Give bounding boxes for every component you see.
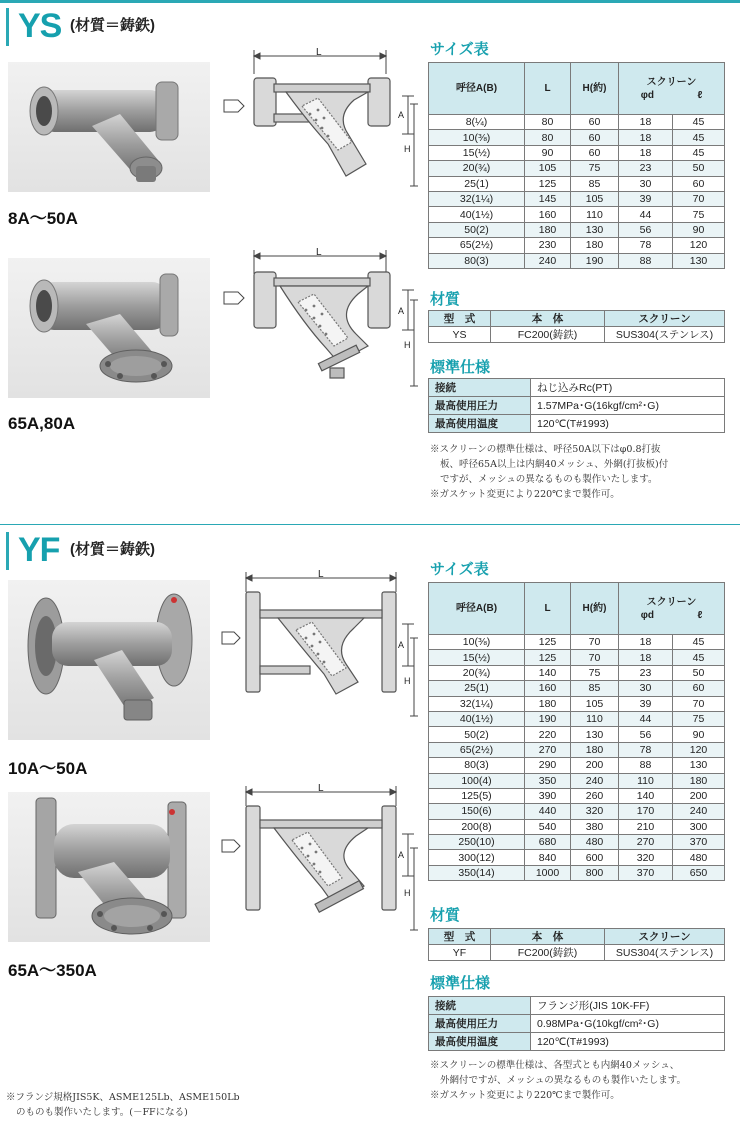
size-table-row [429, 835, 725, 850]
dimension-label-l: L [318, 569, 324, 580]
note-line: ですが、メッシュの異なるものも製作いたします。 [440, 474, 658, 485]
col-header-phi-d: φd [640, 609, 654, 621]
col-header-l: L [525, 63, 571, 115]
cell-nominal-size: 20(¾) [429, 161, 525, 176]
yf-material-label: (材質＝鋳鉄) [70, 541, 155, 558]
cell-phi-d: 18 [619, 145, 673, 160]
spec-label-max-pressure: 最高使用圧力 [429, 1015, 531, 1033]
cell-phi-d: 44 [619, 711, 673, 726]
yf-size-table-title: サイズ表 [430, 561, 489, 578]
cell-nominal-size: 80(3) [429, 758, 525, 773]
cell-nominal-size: 32(1¼) [429, 191, 525, 206]
cell-l: 160 [525, 681, 571, 696]
footnote-line: ※フランジ規格JIS5K、ASME125Lb、ASME150Lb [6, 1092, 240, 1103]
cell-h: 85 [571, 681, 619, 696]
size-table-row [429, 665, 725, 680]
cell-phi-d: 140 [619, 788, 673, 803]
cell-nominal-size: 20(¾) [429, 665, 525, 680]
spec-label-max-temp: 最高使用温度 [429, 1033, 531, 1051]
material-col-type: 型 式 [429, 311, 491, 327]
cell-l: 80 [525, 115, 571, 130]
cell-l: 125 [525, 650, 571, 665]
spec-value-connection: フランジ形(JIS 10K-FF) [531, 997, 725, 1015]
cell-nominal-size: 200(8) [429, 819, 525, 834]
size-table-row [429, 758, 725, 773]
yf-drawing-large [218, 780, 420, 946]
yf-photo-large-caption: 65A～350A [8, 961, 97, 980]
material-col-screen: スクリーン [605, 311, 725, 327]
cell-l: 390 [525, 788, 571, 803]
cell-l: 240 [525, 253, 571, 268]
cell-l: 125 [525, 176, 571, 191]
cell-ell: 45 [673, 635, 725, 650]
material-screen-value: SUS304(ステンレス) [605, 945, 725, 961]
cell-ell: 45 [673, 115, 725, 130]
material-body-value: FC200(鋳鉄) [491, 945, 605, 961]
cell-phi-d: 78 [619, 238, 673, 253]
cell-h: 130 [571, 222, 619, 237]
cell-ell: 90 [673, 222, 725, 237]
cell-l: 840 [525, 850, 571, 865]
dimension-label-a: A [398, 850, 405, 860]
size-table-row [429, 773, 725, 788]
cell-phi-d: 18 [619, 115, 673, 130]
cell-nominal-size: 125(5) [429, 788, 525, 803]
cell-h: 200 [571, 758, 619, 773]
heading-accent-bar [6, 532, 9, 570]
cell-l: 230 [525, 238, 571, 253]
size-table-row [429, 191, 725, 206]
ys-notes [430, 442, 730, 502]
cell-ell: 120 [673, 238, 725, 253]
size-table-row [429, 711, 725, 726]
cell-h: 85 [571, 176, 619, 191]
cell-h: 600 [571, 850, 619, 865]
cell-phi-d: 30 [619, 176, 673, 191]
col-header-ell: ℓ [697, 609, 703, 621]
cell-phi-d: 23 [619, 161, 673, 176]
cell-nominal-size: 15(½) [429, 145, 525, 160]
size-table-row [429, 650, 725, 665]
yf-spec-title: 標準仕様 [430, 975, 491, 992]
spec-value-max-temp: 120℃(T#1993) [531, 415, 725, 433]
cell-nominal-size: 65(2½) [429, 238, 525, 253]
ys-photo-small [8, 62, 210, 192]
cell-ell: 60 [673, 176, 725, 191]
screen-header-label: スクリーン [646, 76, 697, 88]
note-line: ※ガスケット変更により220℃まで製作可。 [430, 1090, 620, 1101]
col-header-l: L [525, 583, 571, 635]
cell-ell: 75 [673, 711, 725, 726]
material-type-value: YF [429, 945, 491, 961]
cell-ell: 180 [673, 773, 725, 788]
size-table-row [429, 115, 725, 130]
cell-nominal-size: 40(1½) [429, 207, 525, 222]
cell-nominal-size: 50(2) [429, 222, 525, 237]
screen-header-label: スクリーン [646, 596, 697, 608]
spec-label-max-temp: 最高使用温度 [429, 415, 531, 433]
size-table-row [429, 788, 725, 803]
material-screen-value: SUS304(ステンレス) [605, 327, 725, 343]
cell-h: 75 [571, 665, 619, 680]
ys-size-table [428, 62, 725, 269]
cell-ell: 480 [673, 850, 725, 865]
cell-l: 540 [525, 819, 571, 834]
dimension-label-a: A [398, 640, 405, 650]
cell-nominal-size: 65(2½) [429, 742, 525, 757]
cell-h: 190 [571, 253, 619, 268]
note-line: ※ガスケット変更により220℃まで製作可。 [430, 489, 620, 500]
cell-phi-d: 18 [619, 130, 673, 145]
size-table-row [429, 696, 725, 711]
spec-label-connection: 接続 [429, 379, 531, 397]
section-divider [0, 524, 740, 525]
material-col-screen: スクリーン [605, 929, 725, 945]
cell-h: 320 [571, 804, 619, 819]
col-header-nominal-size: 呼径A(B) [429, 583, 525, 635]
cell-h: 70 [571, 650, 619, 665]
cell-nominal-size: 80(3) [429, 253, 525, 268]
spec-value-max-pressure: 1.57MPa･G(16kgf/cm²･G) [531, 397, 725, 415]
size-table-row [429, 635, 725, 650]
material-body-value: FC200(鋳鉄) [491, 327, 605, 343]
cell-nominal-size: 25(1) [429, 176, 525, 191]
cell-nominal-size: 15(½) [429, 650, 525, 665]
yf-photo-large [8, 792, 210, 942]
yf-material-title: 材質 [430, 907, 461, 924]
col-header-screen [619, 63, 725, 115]
yf-drawing-small [218, 566, 420, 732]
col-header-phi-d: φd [640, 89, 654, 101]
cell-ell: 130 [673, 253, 725, 268]
material-type-value: YS [429, 327, 491, 343]
ys-material-label: (材質＝鋳鉄) [70, 17, 155, 34]
size-table-row [429, 207, 725, 222]
ys-drawing-large [218, 244, 420, 398]
dimension-label-h: H [404, 340, 411, 350]
cell-l: 190 [525, 711, 571, 726]
spec-label-max-pressure: 最高使用圧力 [429, 397, 531, 415]
cell-ell: 300 [673, 819, 725, 834]
material-col-type: 型 式 [429, 929, 491, 945]
cell-nominal-size: 8(¼) [429, 115, 525, 130]
ys-material-title: 材質 [430, 291, 461, 308]
cell-phi-d: 270 [619, 835, 673, 850]
cell-nominal-size: 25(1) [429, 681, 525, 696]
cell-ell: 70 [673, 696, 725, 711]
cell-l: 440 [525, 804, 571, 819]
cell-ell: 50 [673, 161, 725, 176]
cell-l: 220 [525, 727, 571, 742]
cell-h: 180 [571, 238, 619, 253]
note-line: 板、呼径65A以上は内網40メッシュ、外網(打抜板)付 [440, 459, 669, 470]
size-table-row [429, 238, 725, 253]
ys-photo-large-caption: 65A,80A [8, 414, 76, 433]
size-table-row [429, 253, 725, 268]
cell-ell: 45 [673, 130, 725, 145]
size-table-row [429, 804, 725, 819]
cell-nominal-size: 50(2) [429, 727, 525, 742]
cell-ell: 130 [673, 758, 725, 773]
col-header-screen [619, 583, 725, 635]
cell-nominal-size: 350(14) [429, 865, 525, 880]
cell-phi-d: 170 [619, 804, 673, 819]
cell-nominal-size: 150(6) [429, 804, 525, 819]
cell-l: 180 [525, 696, 571, 711]
cell-phi-d: 18 [619, 650, 673, 665]
yf-size-table [428, 582, 725, 881]
cell-nominal-size: 250(10) [429, 835, 525, 850]
cell-h: 110 [571, 711, 619, 726]
cell-ell: 70 [673, 191, 725, 206]
cell-phi-d: 78 [619, 742, 673, 757]
yf-flange-footnote [6, 1090, 306, 1120]
spec-label-connection: 接続 [429, 997, 531, 1015]
cell-phi-d: 39 [619, 191, 673, 206]
ys-spec-title: 標準仕様 [430, 359, 491, 376]
cell-h: 180 [571, 742, 619, 757]
cell-l: 290 [525, 758, 571, 773]
cell-ell: 650 [673, 865, 725, 880]
dimension-label-h: H [404, 144, 411, 154]
cell-h: 75 [571, 161, 619, 176]
material-col-body: 本 体 [491, 311, 605, 327]
dimension-label-l: L [316, 247, 322, 258]
cell-ell: 90 [673, 727, 725, 742]
cell-h: 105 [571, 191, 619, 206]
cell-l: 145 [525, 191, 571, 206]
col-header-ell: ℓ [697, 89, 703, 101]
cell-phi-d: 39 [619, 696, 673, 711]
cell-l: 270 [525, 742, 571, 757]
yf-material-table [428, 928, 725, 961]
footnote-line: のものも製作いたします。(－FFになる) [16, 1107, 188, 1118]
size-table-row [429, 681, 725, 696]
cell-h: 60 [571, 115, 619, 130]
cell-ell: 240 [673, 804, 725, 819]
cell-h: 380 [571, 819, 619, 834]
cell-l: 160 [525, 207, 571, 222]
yf-photo-small [8, 580, 210, 740]
cell-nominal-size: 40(1½) [429, 711, 525, 726]
ys-model-code: YS [18, 7, 62, 45]
note-line: 外網付ですが、メッシュの異なるものも製作いたします。 [440, 1075, 687, 1086]
ys-size-table-title: サイズ表 [430, 41, 489, 58]
cell-phi-d: 44 [619, 207, 673, 222]
cell-nominal-size: 10(⅜) [429, 635, 525, 650]
cell-ell: 60 [673, 681, 725, 696]
size-table-row [429, 161, 725, 176]
col-header-nominal-size: 呼径A(B) [429, 63, 525, 115]
cell-nominal-size: 100(4) [429, 773, 525, 788]
cell-l: 350 [525, 773, 571, 788]
cell-l: 125 [525, 635, 571, 650]
cell-ell: 120 [673, 742, 725, 757]
cell-l: 180 [525, 222, 571, 237]
cell-l: 1000 [525, 865, 571, 880]
cell-ell: 75 [673, 207, 725, 222]
material-col-body: 本 体 [491, 929, 605, 945]
cell-h: 240 [571, 773, 619, 788]
size-table-row [429, 742, 725, 757]
size-table-row [429, 865, 725, 880]
size-table-row [429, 850, 725, 865]
col-header-h: H(約) [571, 63, 619, 115]
cell-ell: 200 [673, 788, 725, 803]
cell-phi-d: 56 [619, 222, 673, 237]
cell-l: 140 [525, 665, 571, 680]
size-table-row [429, 819, 725, 834]
dimension-label-h: H [404, 888, 411, 898]
size-table-row [429, 222, 725, 237]
dimension-label-a: A [398, 110, 405, 120]
yf-model-code: YF [18, 531, 60, 569]
cell-phi-d: 30 [619, 681, 673, 696]
cell-ell: 45 [673, 145, 725, 160]
cell-ell: 45 [673, 650, 725, 665]
cell-l: 105 [525, 161, 571, 176]
dimension-label-a: A [398, 306, 405, 316]
yf-notes [430, 1058, 736, 1103]
spec-value-connection: ねじ込みRc(PT) [531, 379, 725, 397]
note-line: ※スクリーンの標準仕様は、各型式とも内網40メッシュ、 [430, 1060, 680, 1071]
ys-photo-small-caption: 8A～50A [8, 209, 78, 228]
size-table-row [429, 130, 725, 145]
cell-phi-d: 23 [619, 665, 673, 680]
cell-nominal-size: 300(12) [429, 850, 525, 865]
cell-h: 260 [571, 788, 619, 803]
ys-spec-table [428, 378, 725, 433]
spec-value-max-pressure: 0.98MPa･G(10kgf/cm²･G) [531, 1015, 725, 1033]
size-table-row [429, 727, 725, 742]
cell-h: 70 [571, 635, 619, 650]
cell-l: 90 [525, 145, 571, 160]
cell-phi-d: 18 [619, 635, 673, 650]
ys-material-table [428, 310, 725, 343]
note-line: ※スクリーンの標準仕様は、呼径50A以下はφ0.8打抜 [430, 444, 661, 455]
cell-phi-d: 210 [619, 819, 673, 834]
cell-nominal-size: 32(1¼) [429, 696, 525, 711]
yf-spec-table [428, 996, 725, 1051]
cell-phi-d: 370 [619, 865, 673, 880]
dimension-label-h: H [404, 676, 411, 686]
size-table-row [429, 145, 725, 160]
cell-phi-d: 320 [619, 850, 673, 865]
size-table-row [429, 176, 725, 191]
cell-h: 800 [571, 865, 619, 880]
top-accent-line [0, 0, 740, 3]
dimension-label-l: L [318, 783, 324, 794]
cell-l: 80 [525, 130, 571, 145]
cell-l: 680 [525, 835, 571, 850]
spec-value-max-temp: 120℃(T#1993) [531, 1033, 725, 1051]
ys-drawing-small [218, 44, 420, 198]
cell-phi-d: 56 [619, 727, 673, 742]
cell-h: 130 [571, 727, 619, 742]
dimension-label-l: L [316, 47, 322, 58]
heading-accent-bar [6, 8, 9, 46]
cell-phi-d: 88 [619, 253, 673, 268]
cell-nominal-size: 10(⅜) [429, 130, 525, 145]
cell-h: 105 [571, 696, 619, 711]
cell-phi-d: 88 [619, 758, 673, 773]
cell-ell: 50 [673, 665, 725, 680]
yf-photo-small-caption: 10A～50A [8, 759, 88, 778]
cell-h: 60 [571, 145, 619, 160]
ys-photo-large [8, 258, 210, 398]
col-header-h: H(約) [571, 583, 619, 635]
cell-phi-d: 110 [619, 773, 673, 788]
cell-h: 480 [571, 835, 619, 850]
cell-h: 60 [571, 130, 619, 145]
cell-ell: 370 [673, 835, 725, 850]
cell-h: 110 [571, 207, 619, 222]
